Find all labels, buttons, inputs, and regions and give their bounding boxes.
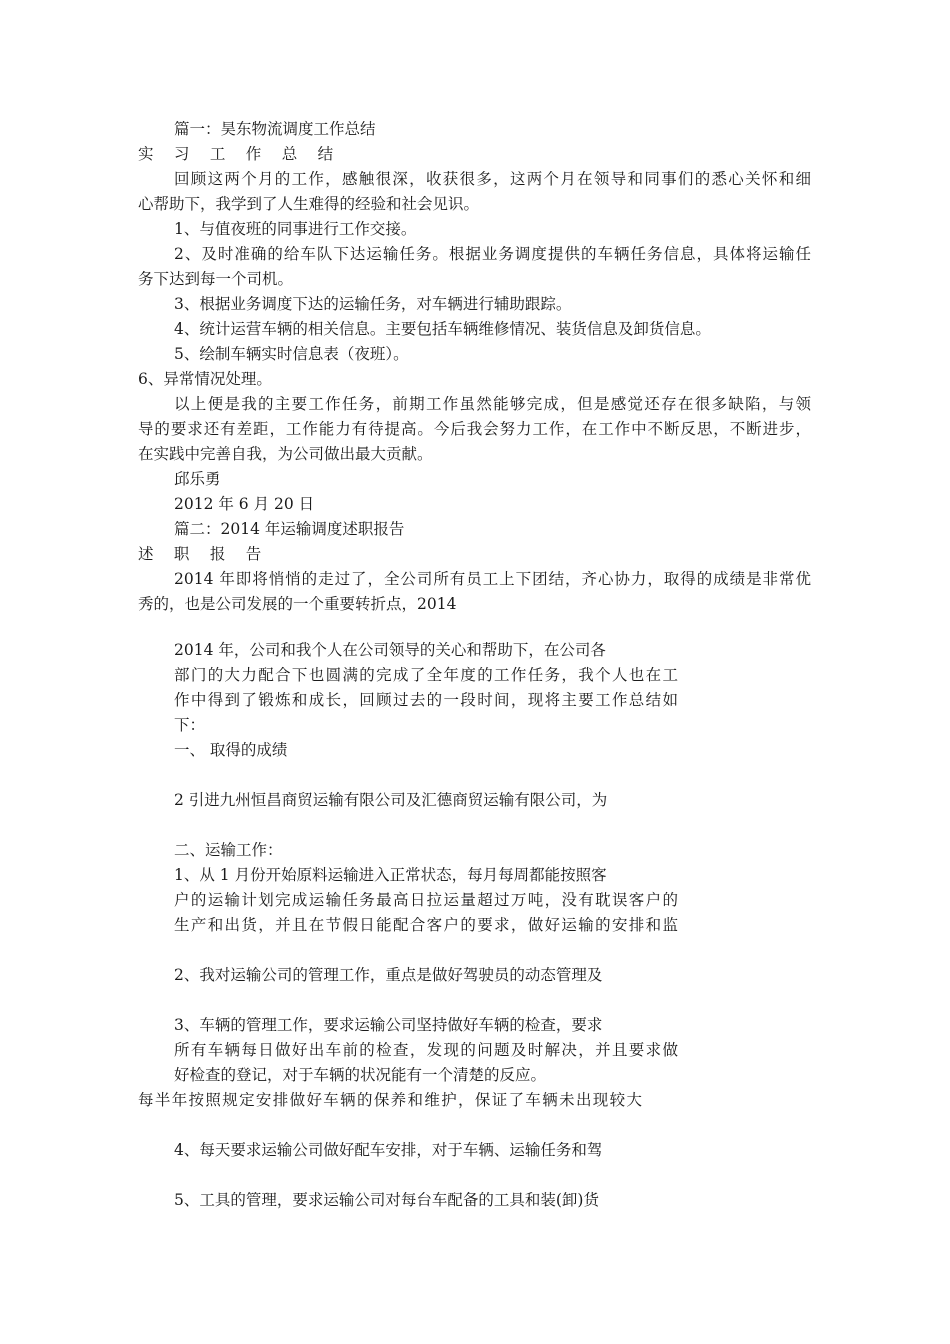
section2-transport2: 2、我对运输公司的管理工作，重点是做好驾驶员的动态管理及 bbox=[174, 966, 603, 984]
section2-p2-line2: 部门的大力配合下也圆满的完成了全年度的工作任务，我个人也在工 bbox=[174, 666, 678, 684]
section1-summary-line1: 以上便是我的主要工作任务，前期工作虽然能够完成，但是感觉还存在很多缺陷，与领 bbox=[174, 395, 811, 413]
section2-transport3-line3: 好检查的登记，对于车辆的状况能有一个清楚的反应。 bbox=[174, 1066, 547, 1084]
section1-intro-line1: 回顾这两个月的工作，感触很深，收获很多，这两个月在领导和同事们的悉心关怀和细 bbox=[174, 170, 811, 188]
section2-heading-achievements: 一、 取得的成绩 bbox=[174, 741, 288, 759]
section2-p3: 2 引进九州恒昌商贸运输有限公司及汇德商贸运输有限公司，为 bbox=[174, 791, 608, 809]
section1-summary-line3: 在实践中完善自我，为公司做出最大贡献。 bbox=[138, 445, 433, 463]
section1-title: 篇一：昊东物流调度工作总结 bbox=[174, 120, 376, 138]
section2-transport1-line1: 1、从 1 月份开始原料运输进入正常状态，每月每周都能按照客 bbox=[174, 866, 607, 884]
section1-date: 2012 年 6 月 20 日 bbox=[174, 495, 315, 513]
section1-intro-line2: 心帮助下，我学到了人生难得的经验和社会见识。 bbox=[138, 195, 480, 213]
section2-transport3-line2: 所有车辆每日做好出车前的检查，发现的问题及时解决，并且要求做 bbox=[174, 1041, 678, 1059]
section1-item2-line2: 务下达到每一个司机。 bbox=[138, 270, 294, 288]
section1-item4: 4、统计运营车辆的相关信息。主要包括车辆维修情况、装货信息及卸货信息。 bbox=[174, 320, 711, 338]
section1-summary-line2: 导的要求还有差距，工作能力有待提高。今后我会努力工作，在工作中不断反思，不断进步， bbox=[138, 420, 811, 438]
section2-transport3-line4: 每半年按照规定安排做好车辆的保养和维护，保证了车辆未出现较大 bbox=[138, 1091, 642, 1109]
section1-signature: 邱乐勇 bbox=[174, 470, 221, 488]
section2-transport1-line2: 户的运输计划完成运输任务最高日拉运量超过万吨，没有耽误客户的 bbox=[174, 891, 678, 909]
section2-transport5: 5、工具的管理，要求运输公司对每台车配备的工具和装(卸)货 bbox=[174, 1191, 599, 1209]
section2-p2-line4: 下： bbox=[174, 716, 206, 734]
section2-heading-transport: 二、运输工作： bbox=[174, 841, 283, 859]
section1-item5: 5、绘制车辆实时信息表（夜班）。 bbox=[174, 345, 409, 363]
section2-transport4: 4、每天要求运输公司做好配车安排，对于车辆、运输任务和驾 bbox=[174, 1141, 603, 1159]
section2-p1-line1: 2014 年即将悄悄的走过了，全公司所有员工上下团结，齐心协力，取得的成绩是非常优 bbox=[174, 570, 811, 588]
section1-item1: 1、与值夜班的同事进行工作交接。 bbox=[174, 220, 417, 238]
section2-title: 篇二：2014 年运输调度述职报告 bbox=[174, 520, 405, 538]
section2-heading: 述 职 报 告 bbox=[138, 545, 270, 563]
section1-item2-line1: 2、及时准确的给车队下达运输任务。根据业务调度提供的车辆任务信息，具体将运输任 bbox=[174, 245, 811, 263]
section2-transport3-line1: 3、车辆的管理工作，要求运输公司坚持做好车辆的检查，要求 bbox=[174, 1016, 603, 1034]
section1-heading: 实 习 工 作 总 结 bbox=[138, 145, 341, 163]
section2-transport1-line3: 生产和出货，并且在节假日能配合客户的要求，做好运输的安排和监 bbox=[174, 916, 678, 934]
section2-p2-line3: 作中得到了锻炼和成长，回顾过去的一段时间，现将主要工作总结如 bbox=[174, 691, 678, 709]
section1-item3: 3、根据业务调度下达的运输任务，对车辆进行辅助跟踪。 bbox=[174, 295, 572, 313]
section2-p2-line1: 2014 年，公司和我个人在公司领导的关心和帮助下，在公司各 bbox=[174, 641, 606, 659]
section1-item6: 6、异常情况处理。 bbox=[138, 370, 272, 388]
section2-p1-line2: 秀的，也是公司发展的一个重要转折点，2014 bbox=[138, 595, 457, 613]
